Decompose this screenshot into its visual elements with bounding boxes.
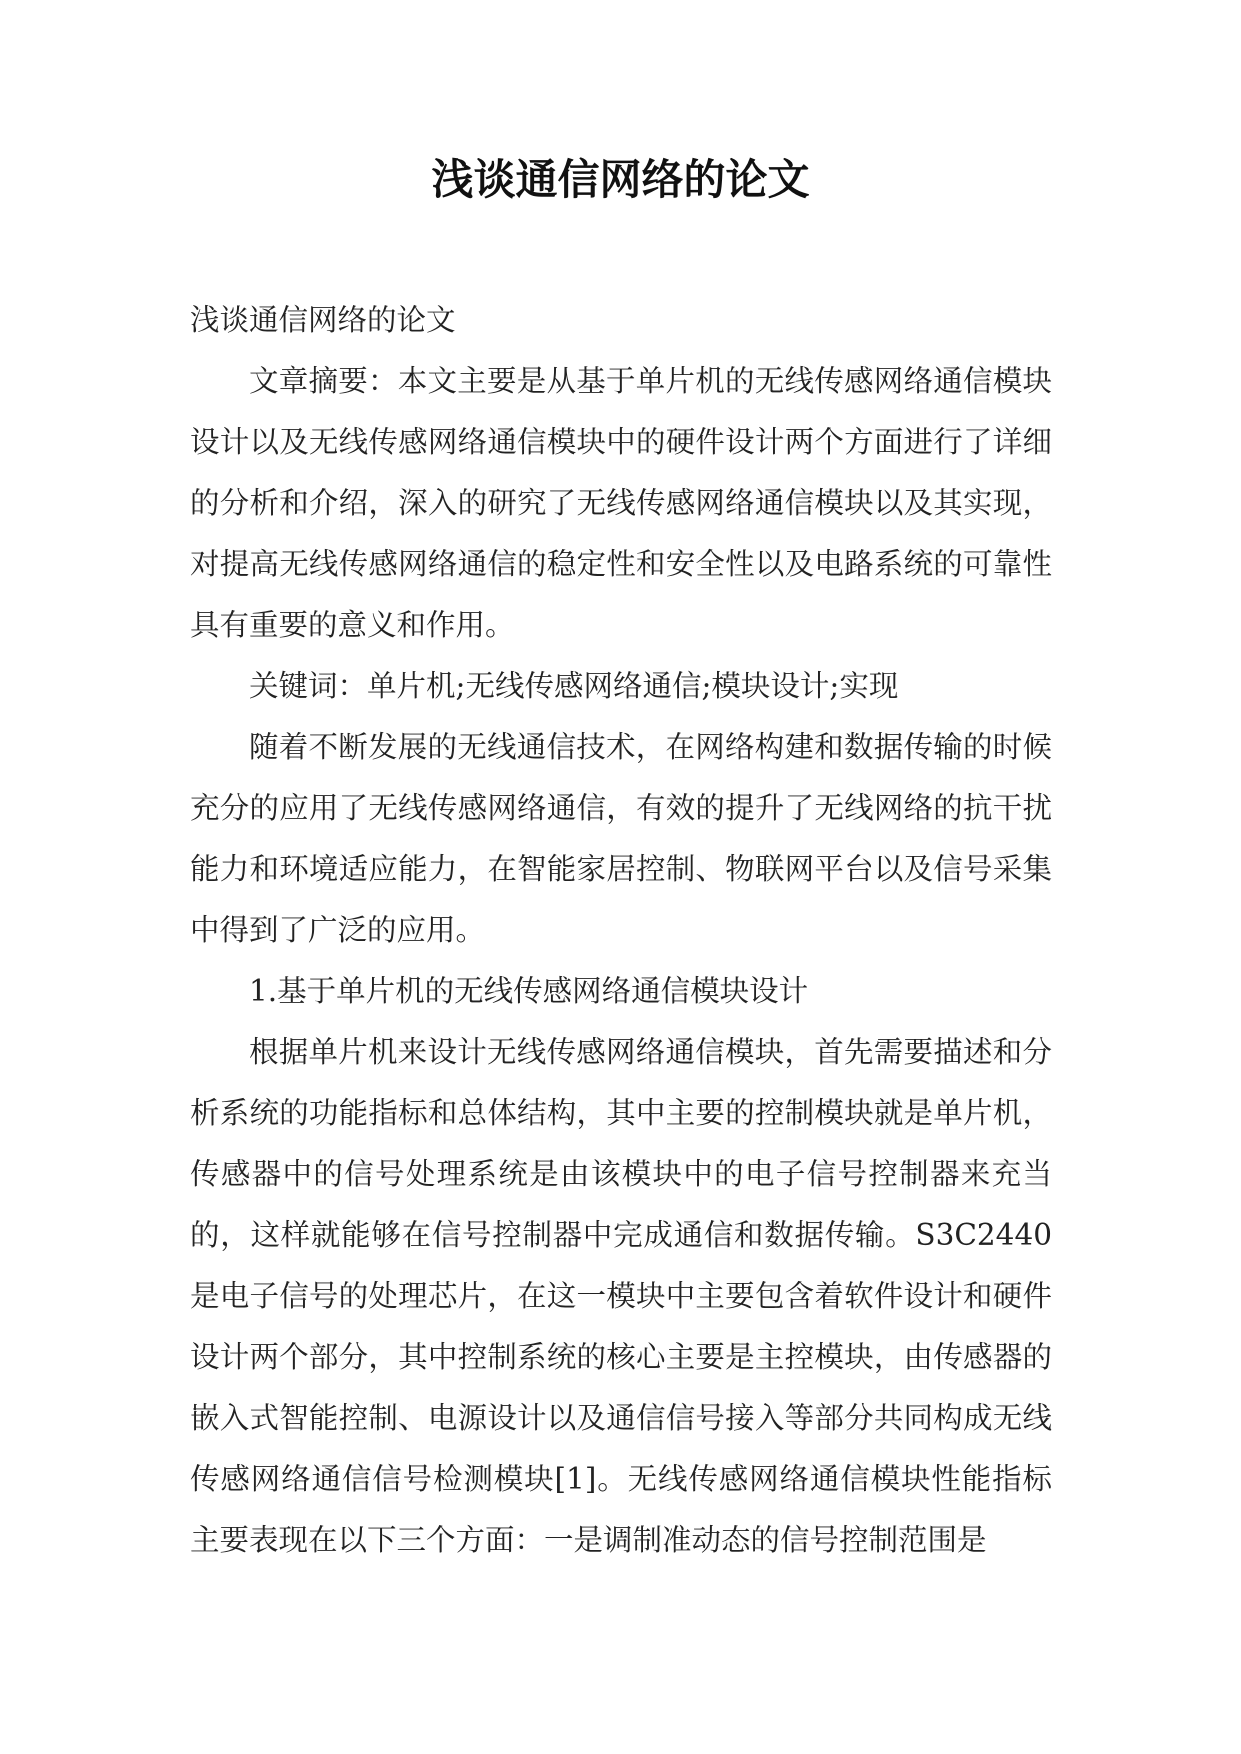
paragraph-heading-line: 浅谈通信网络的论文	[190, 303, 456, 337]
paragraph-introduction: 随着不断发展的无线通信技术，在网络构建和数据传输的时候充分的应用了无线传感网络通信，有效的提升了无线网络的抗干扰能力和环境适应能力，在智能家居控制、物联网平台以及信号采集中得到了广泛的应用。	[190, 730, 1052, 947]
paragraph-section-1: 根据单片机来设计无线传感网络通信模块，首先需要描述和分析系统的功能指标和总体结构，其中主要的控制模块就是单片机，传感器中的信号处理系统是由该模块中的电子信号控制器来充当的，这样就能够在信号控制器中完成通信和数据传输。S3C2440 是电子信号的处理芯片，在这一模块中主要包含着软件设计和硬件设计两个部分，其中控制系统的核心主要是主控模块，由传感器的嵌入式智能控制、电源设计以及通信信号接入等部分共同构成无线传感网络通信信号检测模块[1]。无线传感网络通信模块性能指标主要表现在以下三个方面：一是调制准动态的信号控制范围是	[190, 1035, 1052, 1557]
paragraph-abstract: 文章摘要：本文主要是从基于单片机的无线传感网络通信模块设计以及无线传感网络通信模块中的硬件设计两个方面进行了详细的分析和介绍，深入的研究了无线传感网络通信模块以及其实现，对提高无线传感网络通信的稳定性和安全性以及电路系统的可靠性具有重要的意义和作用。	[190, 364, 1052, 642]
document-title: 浅谈通信网络的论文	[431, 155, 810, 204]
document-body	[190, 290, 1052, 1571]
section-heading-1: 1.基于单片机的无线传感网络通信模块设计	[249, 974, 809, 1008]
paragraph-keywords: 关键词：单片机;无线传感网络通信;模块设计;实现	[249, 669, 899, 703]
